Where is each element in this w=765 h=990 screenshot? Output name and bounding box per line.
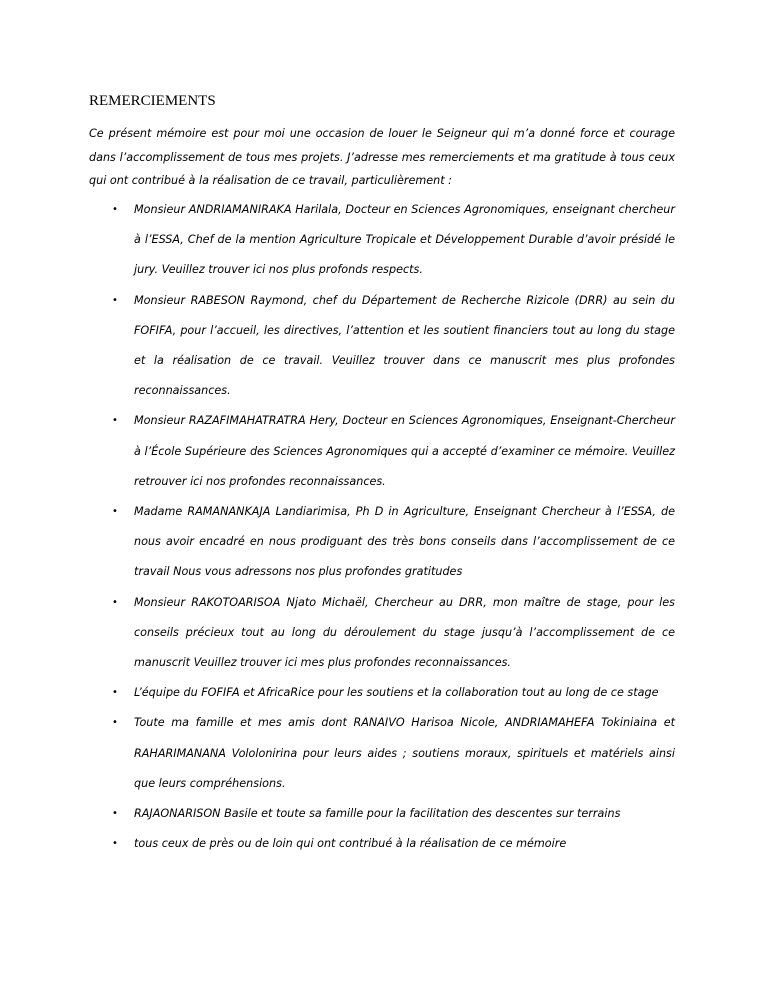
- list-item-text: RAJAONARISON Basile et toute sa famille pour la facilitation des descentes sur terrains: [134, 807, 621, 821]
- bullet-icon: •: [112, 596, 118, 608]
- list-item-text: Monsieur RABESON Raymond, chef du Département de Recherche Rizicole (DRR) au sein du FOFIFA, pour l’accueil, les directives, l’attention et les soutient financiers tout au long du stage et la réalisation de ce travail. Veuillez trouver dans ce manuscrit mes plus profondes reconnaissances.: [134, 293, 675, 398]
- list-item: [0, 708, 765, 799]
- bullet-icon: •: [112, 506, 118, 518]
- bullet-icon: •: [112, 687, 118, 699]
- list-item-text: L’équipe du FOFIFA et AfricaRice pour les soutiens et la collaboration tout au long de ce stage: [134, 686, 659, 700]
- bullet-icon: •: [112, 415, 118, 427]
- bullet-icon: •: [112, 838, 118, 850]
- list-item: [0, 286, 765, 407]
- list-item-text: Madame RAMANANKAJA Landiarimisa, Ph D in Agriculture, Enseignant Chercheur à l’ESSA, de nous avoir encadré en nous prodiguant des très bons conseils dans l’accomplissement de ce travail Nous vous adressons nos plus profondes gratitudes: [134, 505, 675, 579]
- list-item: [0, 799, 765, 829]
- list-item-text: Monsieur ANDRIAMANIRAKA Harilala, Docteur en Sciences Agronomiques, enseignant chercheur à l’ESSA, Chef de la mention Agriculture Tropicale et Développement Durable d’avoir présidé le jury. Veuillez trouver ici nos plus profonds respects.: [134, 203, 675, 277]
- bullet-icon: •: [112, 808, 118, 820]
- list-item: [0, 829, 765, 859]
- list-item-text: Monsieur RAKOTOARISOA Njato Michaël, Chercheur au DRR, mon maître de stage, pour les conseils précieux tout au long du déroulement du stage jusqu’à l’accomplissement de ce manuscrit Veuillez trouver ici mes plus profondes reconnaissances.: [134, 595, 675, 670]
- list-item-text: Toute ma famille et mes amis dont RANAIVO Harisoa Nicole, ANDRIAMAHEFA Tokiniaina et RAHARIMANANA Vololonirina pour leurs aides ; soutiens moraux, spirituels et matériels ainsi que leurs compréhensions.: [134, 716, 675, 790]
- intro-paragraph: Ce présent mémoire est pour moi une occasion de louer le Seigneur qui m’a donné force et courage dans l’accomplissement de tous mes projets. J’adresse mes remerciements et ma gratitude à tous ceux qui ont contribué à la réalisation de ce travail, particulièrement :: [89, 127, 675, 187]
- bullet-icon: •: [112, 204, 118, 215]
- list-item: [0, 406, 765, 497]
- list-item: [0, 497, 765, 588]
- page-title: REMERCIEMENTS: [89, 93, 216, 109]
- list-item: [0, 678, 765, 708]
- list-item: [0, 195, 765, 286]
- bullet-icon: •: [112, 717, 118, 729]
- acknowledgement-list: [0, 195, 765, 859]
- list-item-text: tous ceux de près ou de loin qui ont contribué à la réalisation de ce mémoire: [134, 837, 567, 851]
- list-item: [0, 588, 765, 679]
- bullet-icon: •: [112, 294, 118, 306]
- list-item-text: Monsieur RAZAFIMAHATRATRA Hery, Docteur en Sciences Agronomiques, Enseignant-Chercheur à l’École Supérieure des Sciences Agronomiques qui a accepté d’examiner ce mémoire. Veuillez retrouver ici nos profondes reconnaissances.: [134, 414, 675, 488]
